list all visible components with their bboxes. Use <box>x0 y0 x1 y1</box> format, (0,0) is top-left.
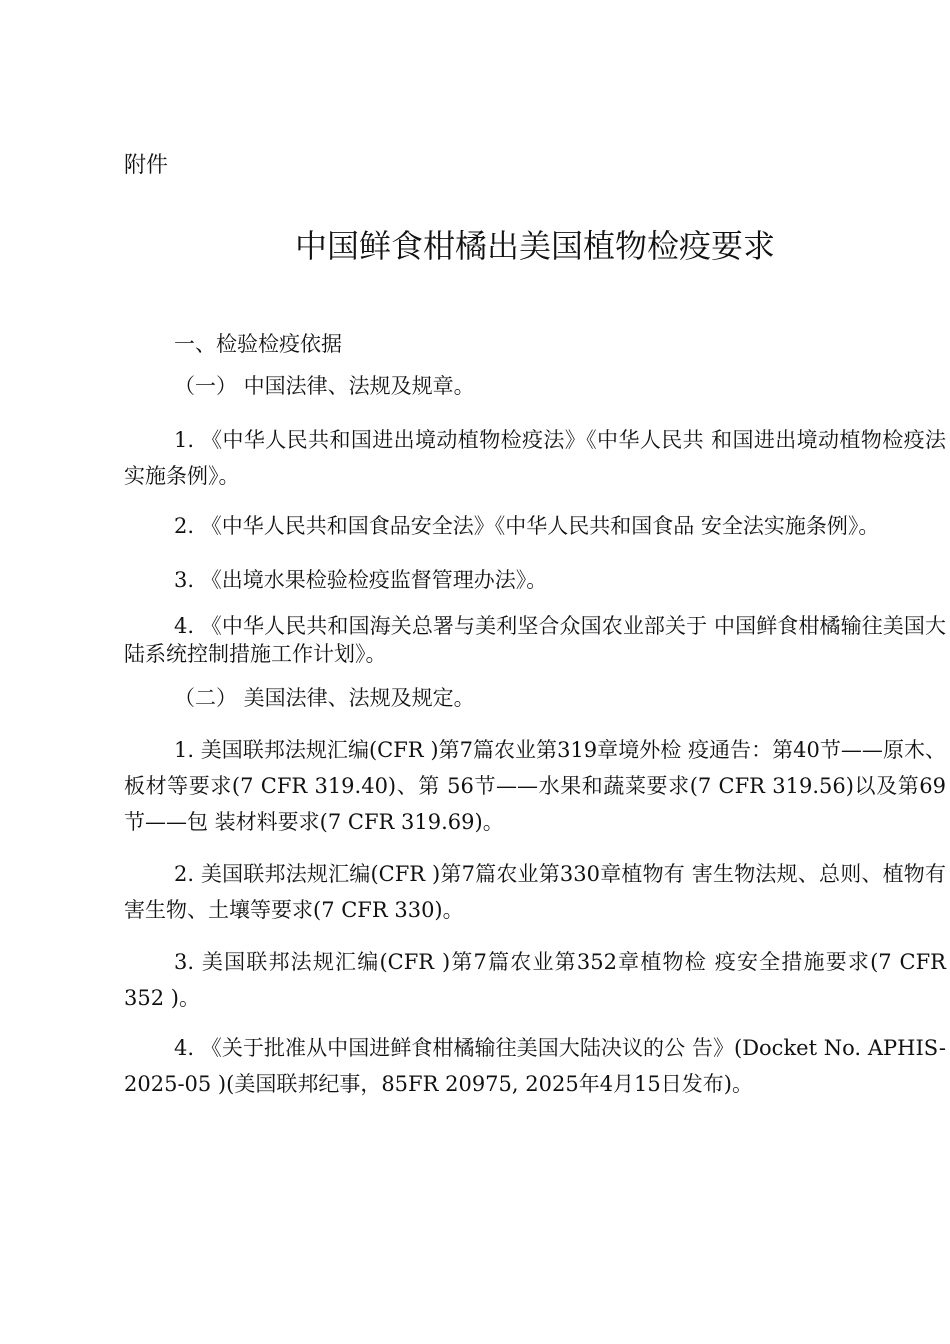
list-item: 1. 美国联邦法规汇编(CFR )第7篇农业第319章境外检 疫通告：第40节——原木、板材等要求(7 CFR 319.40)、第 56节——水果和蔬菜要求(7 CFR 319.56)以及第69节——包 装材料要求(7 CFR 319.69)。 <box>124 738 946 834</box>
attachment-label: 附件 <box>124 153 169 178</box>
list-item: 2. 美国联邦法规汇编(CFR )第7篇农业第330章植物有 害生物法规、总则、植物有害生物、土壤等要求(7 CFR 330)。 <box>124 862 946 922</box>
section-heading: 一、检验检疫依据 <box>174 332 342 356</box>
document-body <box>124 326 946 1102</box>
list-item: 2. 《中华人民共和国食品安全法》《中华人民共和国食品 安全法实施条例》。 <box>174 514 880 538</box>
list-item: 4. 《关于批准从中国进鲜食柑橘输往美国大陆决议的公 告》(Docket No. APHIS-2025-05 )(美国联邦纪事，85FR 20975, 2025年4月15日发布)。 <box>124 1036 946 1096</box>
document-title: 中国鲜食柑橘出美国植物检疫要求 <box>294 227 775 265</box>
list-item: 3. 美国联邦法规汇编(CFR )第7篇农业第352章植物检 疫安全措施要求(7 CFR 352 )。 <box>124 950 946 1010</box>
list-item: 3. 《出境水果检验检疫监督管理办法》。 <box>174 568 548 592</box>
list-item: 4. 《中华人民共和国海关总署与美利坚合众国农业部关于 中国鲜食柑橘输往美国大陆系统控制措施工作计划》。 <box>124 614 946 666</box>
subsection-heading: （一） 中国法律、法规及规章。 <box>174 374 475 398</box>
subsection-heading: （二） 美国法律、法规及规定。 <box>174 686 475 710</box>
list-item: 1. 《中华人民共和国进出境动植物检疫法》《中华人民共 和国进出境动植物检疫法实施条例》。 <box>124 428 946 488</box>
